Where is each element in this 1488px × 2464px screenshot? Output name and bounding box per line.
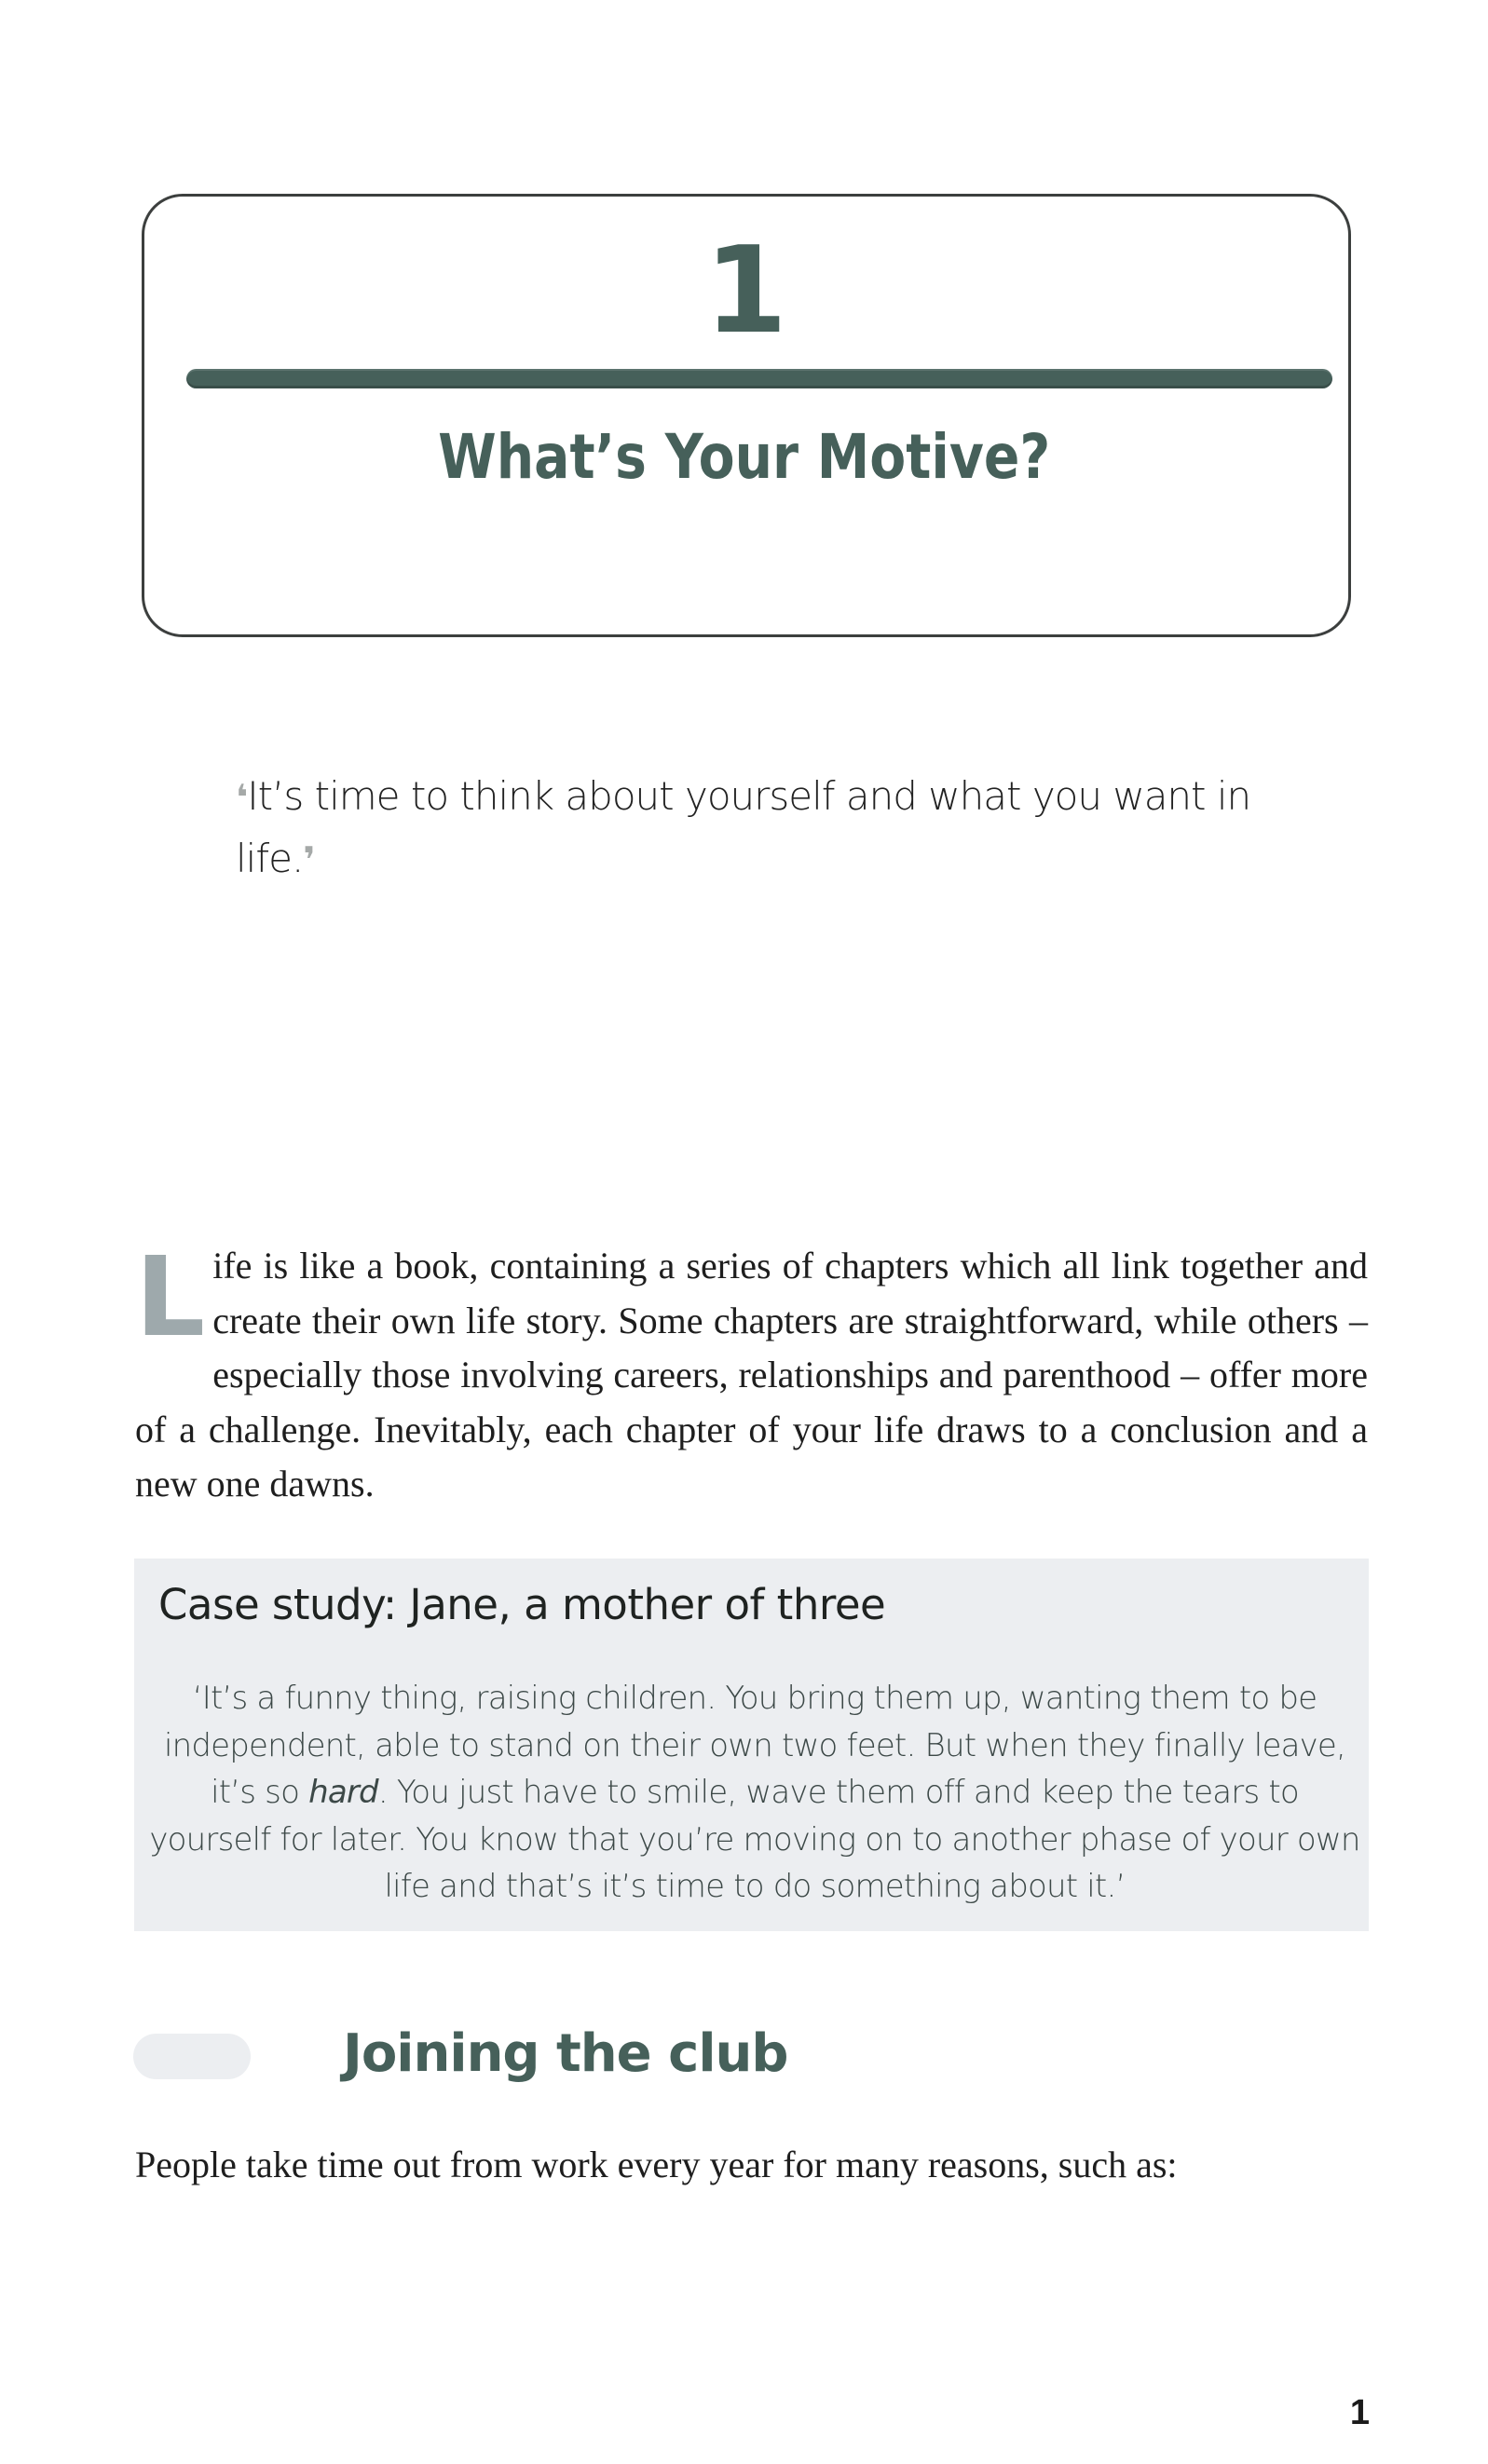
drop-cap: L: [135, 1232, 206, 1361]
epigraph-text: It’s time to think about yourself and what you want in life.: [236, 773, 1251, 881]
section-heading: Joining the club: [343, 2023, 788, 2084]
intro-text: ife is like a book, containing a series of chapters which all link together and create their own life story. Some chapters are straightforward, while others – especially those involving careers, relationships and parenthood – offer more of a challenge. Inevitably, each chapter of your life draws to a conclusion and a new one dawns.: [135, 1245, 1368, 1504]
section-lead-text: People take time out from work every year for many reasons, such as:: [135, 2144, 1178, 2185]
open-quote-icon: ❛: [236, 777, 248, 818]
chapter-divider-rule: [186, 369, 1332, 388]
case-study-quote-part2: . You just have to smile, wave them off and keep the tears to yourself for later. You know that you’re moving on to another phase of your own life and that’s it’s time to do something about it.’: [149, 1774, 1360, 1905]
case-study-quote-part1: ‘It’s a funny thing, raising children. You bring them up, wanting them to be independent, able to stand on their own two feet. But when they finally leave, it’s so: [163, 1680, 1346, 1811]
chapter-title: What’s Your Motive?: [438, 421, 1051, 493]
close-quote-icon: ❜: [303, 839, 315, 880]
case-study-heading: Case study: Jane, a mother of three: [158, 1580, 886, 1629]
case-study-quote: [149, 1675, 1360, 1911]
section-marker-pill: [133, 2034, 251, 2079]
page-number: 1: [1349, 2393, 1370, 2432]
epigraph-quote: [236, 766, 1298, 891]
chapter-number: 1: [703, 222, 785, 361]
intro-paragraph: [135, 1232, 1368, 1512]
case-study-quote-emphasis: hard: [308, 1774, 378, 1811]
